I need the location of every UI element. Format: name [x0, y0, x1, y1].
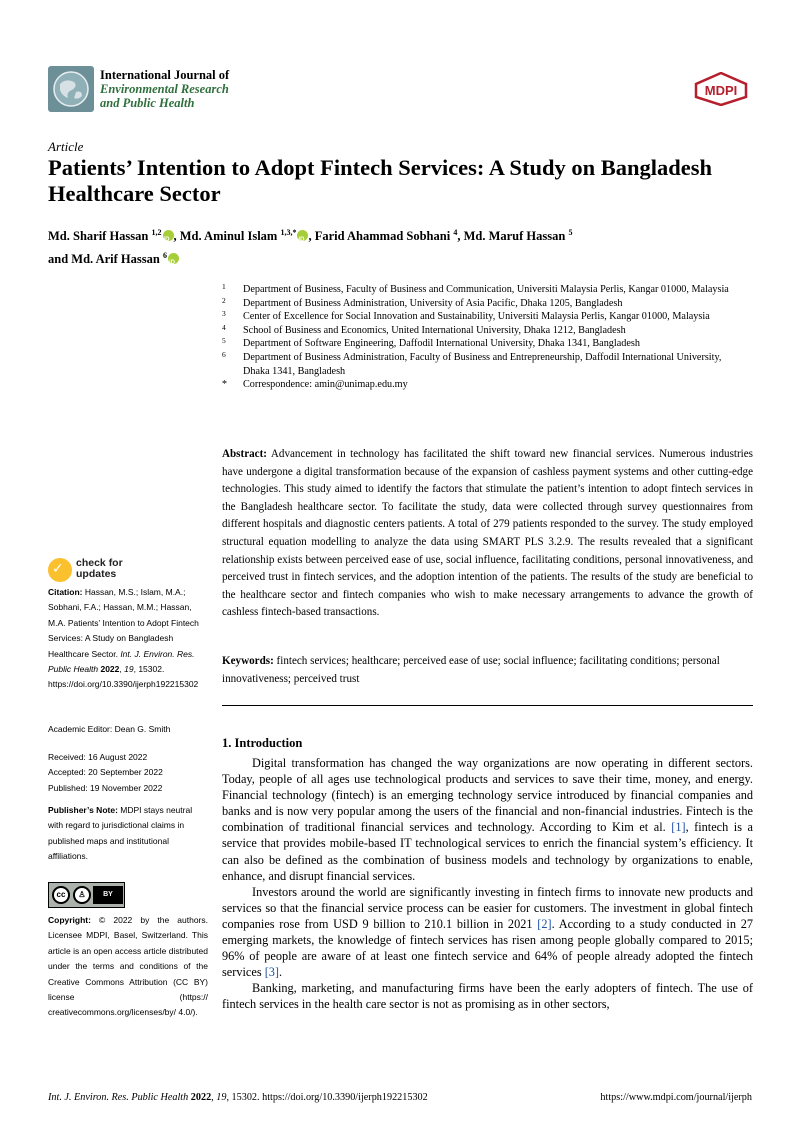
keywords-label: Keywords: [222, 655, 274, 667]
author-name: Md. Arif Hassan [71, 252, 160, 267]
paragraph-text: Digital transformation has changed the way organizations are now operating in different sectors. Today, people of all ages use technological products and services to save their time, money, and energy. Financial technology (fintech) is an emerging technology service introduced by financial companies and banks and is now very popular among the users of the financial and non-financial industries. Fintech is the combination of traditional financial services and technology. According to Kim et al. [222, 756, 753, 835]
affiliation-text: Center of Excellence for Social Innovation and Sustainability, Universiti Malaysia Perlis, Kangar 01000, Malaysia [243, 311, 710, 323]
author-affil-sup: 5 [568, 228, 573, 237]
cc-license-badge[interactable] [48, 882, 125, 908]
affiliation-item [222, 337, 742, 351]
affiliation-text: Department of Business Administration, Faculty of Business and Entrepreneurship, Daffodil International University, Dhaka 1341, Bangladesh [243, 351, 722, 377]
article-type: Article [48, 139, 84, 154]
affiliation-number: 2 [222, 295, 226, 305]
affiliation-number: 1 [222, 282, 226, 291]
correspondence-marker: * [222, 379, 227, 391]
citation-link[interactable]: [3] [264, 965, 280, 980]
journal-name-line2: Environmental Research [100, 82, 229, 96]
paragraph-text: . [279, 965, 283, 980]
introduction-body [222, 755, 753, 1013]
cc-by-label: BY [93, 886, 123, 904]
affiliation-number: 5 [222, 336, 226, 346]
orcid-icon[interactable] [297, 230, 308, 241]
author-affil-sup: 1,2 [151, 228, 162, 237]
orcid-icon[interactable] [168, 253, 179, 264]
author-name: Md. Aminul Islam [179, 229, 278, 244]
check-for-updates-badge[interactable] [48, 557, 168, 583]
journal-logo [48, 66, 94, 112]
author-name: Md. Maruf Hassan [463, 229, 566, 244]
publisher-note-label: Publisher’s Note: [48, 805, 118, 815]
footer-journal: Int. J. Environ. Res. Public Health [48, 1092, 189, 1103]
abstract-text: Advancement in technology has facilitated the shift toward new financial services. Numerous industries have undergone a digital transformation because of the expansion of cashless payment systems and other cutting-edge technologies. This study aimed to identify the factors that stimulate the patient’s intention to adopt fintech services in the Bangladesh healthcare sector. To facilitate the study, data were collected through survey questionnaires from different hospitals and diagnostic centers patients. A total of 279 patients responded to the survey. The study employed structural equation modelling to analyze the data using SMART PLS 3.2.9. The results revealed that a significant relationship exists between perceived ease of use, social influence, facilitating conditions, personal innovativeness, and perceived trust in fintech services, and the adoption intention of the patients. The results of the study are beneficial to the healthcare sector and fintech companies who wish to make necessary arrangements to advance the growth of cashless fintech-based transactions. [222, 448, 753, 619]
paragraph-text: Investors around the world are significantly investing in fintech firms to innovate new products and services so that the financial service process can be easier for customers. The investment in global fintech companies rose from USD 9 billion to 210.1 billion in 2021 [222, 884, 753, 931]
abstract [222, 446, 753, 622]
footer-doi[interactable]: , 15302. https://doi.org/10.3390/ijerph192215302 [226, 1092, 428, 1103]
paragraph: Banking, marketing, and manufacturing firms have been the early adopters of fintech. The use of fintech services in the health care sector is not as promising as in other sectors, [222, 981, 753, 1012]
cc-icon: cc [52, 886, 70, 904]
affiliation-list [222, 283, 742, 392]
footer-year: 2022 [190, 1092, 212, 1103]
paragraph-text: . According to a study conducted in 27 emerging markets, the knowledge of fintech services has risen among people globally compared to 2015; 96% of people are aware of at least one fintech service and 64% of people already adopted the fintech services [222, 916, 753, 980]
author-list: Md. Sharif Hassan $^{1,2}$iD , Md. Aminul Islam $^{1,3,*}$iD , Farid Ahammad Sobhani $^4$, Md. Maruf Hassan $^5$ and Md. Arif Hassan $^6$iD [48, 223, 728, 269]
journal-name [100, 68, 229, 110]
footer-volume: 19 [216, 1092, 227, 1103]
citation-year: 2022 [100, 664, 120, 675]
journal-name-line3: and Public Health [100, 96, 195, 110]
author-name: Farid Ahammad Sobhani [314, 229, 451, 244]
footer-citation: Int. J. Environ. Res. Public Health 2022, 19, 15302. https://doi.org/10.3390/ijerph192215302 [48, 1092, 428, 1103]
section-divider [222, 705, 753, 706]
check-updates-line1: check for [76, 557, 123, 569]
journal-name-line1: International Journal of [100, 68, 230, 82]
paragraph [222, 755, 753, 884]
citation-link[interactable]: [1] [671, 820, 686, 835]
copyright-text: © 2022 by the authors. Licensee MDPI, Basel, Switzerland. This article is an open access article distributed under the terms and conditions of the Creative Commons Attribution (CC BY) license (https:// creativecommons.org/licenses/by/ 4.0/). [48, 915, 208, 1018]
affiliation-text: School of Business and Economics, United International University, Dhaka 1212, Bangladesh [243, 324, 626, 336]
mdpi-logo-text: MDPI [704, 83, 738, 98]
paragraph [222, 884, 753, 981]
publisher-note [48, 803, 208, 865]
correspondence-item [222, 378, 742, 392]
academic-editor: Academic Editor: Dean G. Smith [48, 724, 171, 734]
citation-block: Citation: Hassan, M.S.; Islam, M.A.; Sobhani, F.A.; Hassan, M.M.; Hassan, M.A. Patients’ Intention to Adopt Fintech Services: A Study on Bangladesh Healthcare Sector. Int. J. Environ. Res. Public Health 2022, 19, 15302. https://doi.org/10.3390/ijerph192215302 [48, 587, 199, 690]
footer-journal-url[interactable]: https://www.mdpi.com/journal/ijerph [600, 1092, 752, 1103]
affiliation-text: Department of Business, Faculty of Business and Communication, Universiti Malaysia Perlis, Kangar 01000, Malaysia [243, 284, 729, 295]
copyright-block [48, 913, 208, 1021]
author-affil-sup: 4 [453, 228, 458, 237]
article-title: Patients’ Intention to Adopt Fintech Services: A Study on Bangladesh Healthcare Sector [48, 155, 713, 206]
affiliation-text: Department of Software Engineering, Daffodil International University, Dhaka 1341, Bangladesh [243, 338, 640, 350]
published-date: Published: 19 November 2022 [48, 782, 163, 793]
affiliation-number: 3 [222, 309, 226, 319]
citation-link[interactable]: [2] [537, 916, 552, 931]
abstract-label: Abstract: [222, 448, 267, 460]
correspondence-text: Correspondence: amin@unimap.edu.my [243, 379, 408, 391]
affiliation-item [222, 297, 742, 311]
orcid-icon[interactable] [163, 230, 174, 241]
mdpi-logo [693, 72, 749, 106]
section-heading-introduction: 1. Introduction [222, 736, 303, 750]
citation-doi[interactable]: 15302. https://doi.org/10.3390/ijerph192215302 [48, 664, 199, 690]
publisher-note-text: MDPI stays neutral with regard to jurisdictional claims in published maps and institutional affiliations. [48, 805, 193, 862]
affiliation-item [222, 283, 742, 297]
accepted-date: Accepted: 20 September 2022 [48, 767, 163, 778]
check-updates-label [76, 558, 123, 580]
citation-label: Citation: [48, 587, 83, 597]
paragraph-text: , fintech is a service that provides mobile-based IT technological services to enrich the financial system’s efficiency. It can also be defined as the combination of business models and technology by organizations to enable, enhance, and disrupt financial services. [222, 820, 753, 883]
keywords [222, 653, 753, 688]
affiliation-item [222, 310, 742, 324]
affiliation-item [222, 351, 742, 378]
attribution-icon: ♙ [73, 886, 91, 904]
citation-text: Hassan, M.S.; Islam, M.A.; Sobhani, F.A.; Hassan, M.M.; Hassan, M.A. Patients’ Intention to Adopt Fintech Services: A Study on Bangladesh Healthcare Sector. [48, 587, 199, 659]
copyright-label: Copyright: [48, 915, 91, 925]
received-date: Received: 16 August 2022 [48, 752, 148, 762]
affiliation-text: Department of Business Administration, University of Asia Pacific, Dhaka 1205, Bangladesh [243, 297, 623, 309]
publication-dates [48, 750, 208, 796]
author-affil-sup: 6 [162, 251, 167, 261]
citation-journal: Int. J. Environ. Res. Public Health [48, 648, 195, 675]
author-affil-sup: 1,3,* [280, 228, 297, 237]
keywords-text: fintech services; healthcare; perceived ease of use; social influence; facilitating conditions; personal innovativeness; perceived trust [222, 655, 720, 685]
affiliation-number: 4 [222, 322, 226, 332]
check-updates-line2: updates [76, 568, 117, 580]
check-updates-icon: ✓ [48, 558, 72, 582]
affiliation-item [222, 324, 742, 338]
affiliation-number: 6 [222, 349, 226, 359]
citation-volume: 19 [124, 664, 134, 675]
author-name: Md. Sharif Hassan [48, 229, 149, 244]
